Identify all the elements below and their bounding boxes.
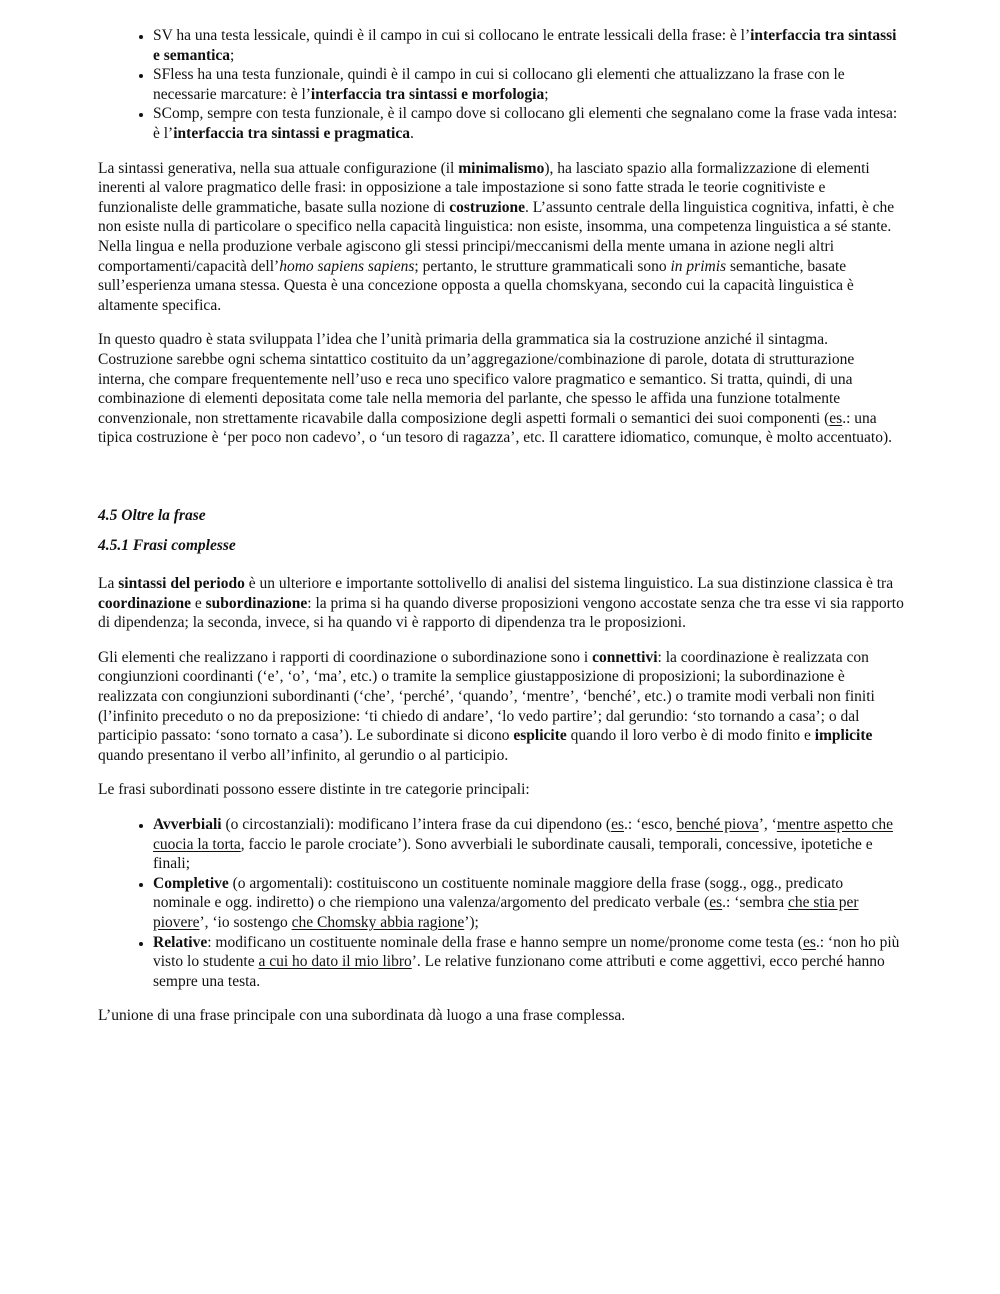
- paragraph-frase-complessa: L’unione di una frase principale con una subordinata dà luogo a una frase complessa.: [98, 1007, 626, 1025]
- list-item: • SV ha una testa lessicale, quindi è il campo in cui si collocano le entrate lessicali della frase: è l’interfaccia tra sintassi e semantica;: [153, 26, 904, 65]
- bullet-list-subordinate-types: [98, 815, 904, 991]
- paragraph-connettivi: Gli elementi che realizzano i rapporti di coordinazione o subordinazione sono i connettivi: la coordinazione è realizzata con congiunzioni coordinanti (‘e’, ‘o’, ‘ma’, etc.) o tramite la semplice giustapposizione di proposizioni; la subordinazione è realizzata con congiunzioni subordinanti (‘che’, ‘perché’, ‘quando’, ‘mentre’, ‘benché’, etc.) o tramite modi verbali non finiti (l’infinito preceduto o no da preposizione: ‘ti chiedo di andare’, ‘lo vedo partire’; dal gerundio: ‘sto tornando a casa’; o dal participio passato: ‘sono tornato a casa’). Le subordinate si dicono esplicite quando il loro verbo è di modo finito e implicite quando presentano il verbo all’infinito, al gerundio o al participio.: [98, 648, 875, 764]
- list-item: • SComp, sempre con testa funzionale, è il campo dove si collocano gli elementi che segnalano come la frase vada intesa: è l’interfaccia tra sintassi e pragmatica.: [153, 104, 904, 143]
- section-heading: 4.5 Oltre la frase: [98, 506, 206, 524]
- list-item: • SFless ha una testa funzionale, quindi è il campo in cui si collocano gli elementi che attualizzano la frase con le necessarie marcature: è l’interfaccia tra sintassi e morfologia;: [153, 65, 904, 104]
- paragraph-sintassi-periodo: La sintassi del periodo è un ulteriore e importante sottolivello di analisi del sistema linguistico. La sua distinzione classica è tra coordinazione e subordinazione: la prima si ha quando diverse proposizioni vengono accostate senza che tra esse vi sia rapporto di dipendenza; la seconda, invece, si ha quando vi è rapporto di dipendenza tra le proposizioni.: [98, 575, 904, 632]
- paragraph-minimalismo: La sintassi generativa, nella sua attuale configurazione (il minimalismo), ha lasciato spazio alla formalizzazione di elementi inerenti al valore pragmatico delle frasi: in opposizione a tale impostazione si sono fatte strada le teorie cognitiviste e funzionaliste delle grammatiche, basate sulla nozione di costruzione. L’assunto centrale della linguistica cognitiva, infatti, è che non esiste nulla di particolare o specifico nella capacità linguistica: non esiste, insomma, una competenza linguistica a sé stante. Nella lingua e nella produzione verbale agiscono gli stessi principi/meccanismi della mente umana in azione negli altri comportamenti/capacità dell’homo sapiens sapiens; pertanto, le strutture grammaticali sono in primis semantiche, basate sull’esperienza umana stessa. Questa è una concezione opposta a quella chomskyana, secondo cui la capacità linguistica è altamente specifica.: [98, 159, 895, 314]
- paragraph-costruzione: In questo quadro è stata sviluppata l’idea che l’unità primaria della grammatica sia la costruzione anziché il sintagma. Costruzione sarebbe ogni schema sintattico costituito da un’aggregazione/combinazione di parole, dotata di strutturazione interna, che compare frequentemente nell’uso e reca uno specifico valore pragmatico e semantico. Si tratta, quindi, di una combinazione di elementi depositata come tale nella memoria del parlante, che spesso le affida una funzione totalmente convenzionale, non strettamente ricavabile dalla composizione degli aspetti formali o semantici dei suoi componenti (es.: una tipica costruzione è ‘per poco non cadevo’, o ‘un tesoro di ragazza’, etc. Il carattere idiomatico, comunque, è molto accentuato).: [98, 331, 893, 447]
- document-page: [98, 26, 904, 1026]
- list-item: • Completive (o argomentali): costituiscono un costituente nominale maggiore della frase (sogg., ogg., predicato nominale e ogg. indiretto) o che riempiono una valenza/argomento del predicato verbale (es.: ‘sembra che stia per piovere’, ‘io sostengo che Chomsky abbia ragione’);: [153, 874, 904, 933]
- list-item: • Avverbiali (o circostanziali): modificano l’intera frase da cui dipendono (es.: ‘esco, benché piova’, ‘mentre aspetto che cuocia la torta, faccio le parole crociate’). Sono avverbiali le subordinate causali, temporali, concessive, ipotetiche e finali;: [153, 815, 904, 874]
- subsection-heading: 4.5.1 Frasi complesse: [98, 537, 236, 555]
- paragraph-categorie-intro: Le frasi subordinati possono essere distinte in tre categorie principali:: [98, 781, 530, 799]
- list-item: • Relative: modificano un costituente nominale della frase e hanno sempre un nome/pronome come testa (es.: ‘non ho più visto lo studente a cui ho dato il mio libro’. Le relative funzionano come attributi e come aggettivi, ecco perché hanno sempre una testa.: [153, 933, 904, 992]
- bullet-list-phrase-fields: [98, 26, 904, 144]
